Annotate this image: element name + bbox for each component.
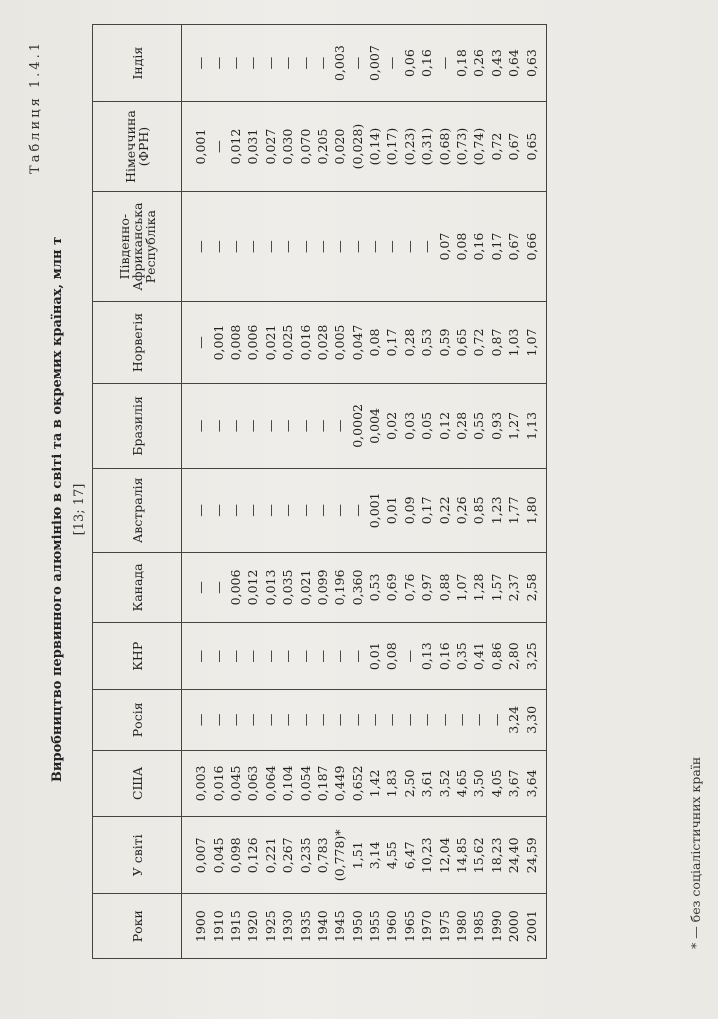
value-cell: 0,047	[349, 302, 366, 383]
value-cell: —	[182, 25, 210, 102]
value-cell: 0,65	[522, 102, 546, 192]
value-cell: 0,031	[244, 102, 261, 192]
aluminium-production-table	[92, 24, 547, 959]
value-cell: 0,783	[314, 817, 331, 894]
value-cell: 0,020	[331, 102, 348, 192]
column-header: Канада	[93, 552, 182, 623]
value-cell: 0,045	[227, 750, 244, 817]
value-cell: —	[349, 690, 366, 750]
column-header: США	[93, 750, 182, 817]
table-row	[279, 25, 296, 959]
year-cell: 1940	[314, 894, 331, 959]
value-cell: 0,070	[296, 102, 313, 192]
value-cell: 0,43	[488, 25, 505, 102]
value-cell: —	[349, 469, 366, 552]
column-header: Роки	[93, 894, 182, 959]
value-cell: 0,652	[349, 750, 366, 817]
year-cell: 1955	[366, 894, 383, 959]
column-header: Норвегія	[93, 302, 182, 383]
value-cell: —	[227, 25, 244, 102]
value-cell: 0,016	[209, 750, 226, 817]
value-cell: 0,16	[418, 25, 435, 102]
value-cell: 0,012	[244, 552, 261, 623]
value-cell: 0,53	[366, 552, 383, 623]
value-cell: 0,021	[262, 302, 279, 383]
value-cell: 0,13	[418, 623, 435, 690]
table-row	[383, 25, 400, 959]
value-cell: 0,007	[182, 817, 210, 894]
value-cell: 0,87	[488, 302, 505, 383]
value-cell: 0,67	[505, 102, 522, 192]
value-cell: 3,67	[505, 750, 522, 817]
value-cell: 1,77	[505, 469, 522, 552]
value-cell: —	[314, 469, 331, 552]
value-cell: 0,55	[470, 383, 487, 468]
value-cell: —	[296, 623, 313, 690]
value-cell: —	[244, 690, 261, 750]
value-cell: 0,66	[522, 191, 546, 301]
value-cell: 3,30	[522, 690, 546, 750]
value-cell: —	[314, 25, 331, 102]
value-cell: 24,40	[505, 817, 522, 894]
value-cell: 0,26	[453, 469, 470, 552]
value-cell: 0,007	[366, 25, 383, 102]
value-cell: 0,006	[244, 302, 261, 383]
table-row	[244, 25, 261, 959]
value-cell: —	[209, 469, 226, 552]
header-row	[93, 25, 182, 959]
value-cell: 0,16	[435, 623, 452, 690]
value-cell: 18,23	[488, 817, 505, 894]
table-row	[331, 25, 348, 959]
value-cell: 0,360	[349, 552, 366, 623]
value-cell: 0,02	[383, 383, 400, 468]
table-number: Таблиця 1.4.1	[28, 40, 43, 174]
value-cell: 0,93	[488, 383, 505, 468]
column-header: Росія	[93, 690, 182, 750]
column-header: У світі	[93, 817, 182, 894]
value-cell: —	[244, 383, 261, 468]
value-cell: 3,61	[418, 750, 435, 817]
column-header: Південно-Африканська Республіка	[93, 191, 182, 301]
value-cell: —	[244, 623, 261, 690]
value-cell: 0,013	[262, 552, 279, 623]
value-cell: 0,054	[296, 750, 313, 817]
value-cell: —	[296, 25, 313, 102]
footnote: * — без соціалістичних країн	[688, 756, 703, 949]
year-cell: 1930	[279, 894, 296, 959]
value-cell: 0,006	[227, 552, 244, 623]
value-cell: —	[435, 690, 452, 750]
value-cell: 0,221	[262, 817, 279, 894]
table-row	[435, 25, 452, 959]
value-cell: 0,17	[488, 191, 505, 301]
column-header: Австралія	[93, 469, 182, 552]
value-cell: —	[182, 552, 210, 623]
value-cell: 0,205	[314, 102, 331, 192]
value-cell: 1,03	[505, 302, 522, 383]
value-cell: —	[262, 383, 279, 468]
value-cell: —	[209, 25, 226, 102]
year-cell: 1945	[331, 894, 348, 959]
value-cell: 12,04	[435, 817, 452, 894]
value-cell: 0,22	[435, 469, 452, 552]
value-cell: 0,76	[401, 552, 418, 623]
value-cell: —	[279, 191, 296, 301]
table-row	[296, 25, 313, 959]
value-cell: 1,83	[383, 750, 400, 817]
value-cell: —	[296, 191, 313, 301]
value-cell: 0,004	[366, 383, 383, 468]
value-cell: (0,73)	[453, 102, 470, 192]
value-cell: 0,53	[418, 302, 435, 383]
value-cell: 0,235	[296, 817, 313, 894]
value-cell: 0,045	[209, 817, 226, 894]
value-cell: 0,001	[182, 102, 210, 192]
value-cell: 0,64	[505, 25, 522, 102]
value-cell: —	[296, 383, 313, 468]
value-cell: —	[331, 623, 348, 690]
year-cell: 1910	[209, 894, 226, 959]
value-cell: 15,62	[470, 817, 487, 894]
year-cell: 1965	[401, 894, 418, 959]
value-cell: 0,85	[470, 469, 487, 552]
value-cell: —	[227, 383, 244, 468]
source-reference: [13; 17]	[72, 483, 87, 536]
value-cell: (0,68)	[435, 102, 452, 192]
value-cell: (0,028)	[349, 102, 366, 192]
value-cell: 0,35	[453, 623, 470, 690]
year-cell: 1990	[488, 894, 505, 959]
value-cell: 0,69	[383, 552, 400, 623]
value-cell: 0,005	[331, 302, 348, 383]
value-cell: 0,027	[262, 102, 279, 192]
value-cell: 0,01	[383, 469, 400, 552]
value-cell: 0,025	[279, 302, 296, 383]
value-cell: 0,08	[366, 302, 383, 383]
value-cell: 0,67	[505, 191, 522, 301]
value-cell: 0,12	[435, 383, 452, 468]
value-cell: 0,17	[383, 302, 400, 383]
year-cell: 1915	[227, 894, 244, 959]
value-cell: —	[470, 690, 487, 750]
value-cell: —	[331, 469, 348, 552]
value-cell: —	[209, 552, 226, 623]
value-cell: 0,07	[435, 191, 452, 301]
value-cell: —	[331, 191, 348, 301]
value-cell: 0,126	[244, 817, 261, 894]
value-cell: 3,14	[366, 817, 383, 894]
value-cell: 0,104	[279, 750, 296, 817]
value-cell: 0,030	[279, 102, 296, 192]
value-cell: —	[314, 383, 331, 468]
value-cell: —	[262, 191, 279, 301]
value-cell: —	[331, 383, 348, 468]
value-cell: 1,51	[349, 817, 366, 894]
year-cell: 2000	[505, 894, 522, 959]
value-cell: 1,23	[488, 469, 505, 552]
value-cell: 0,001	[209, 302, 226, 383]
value-cell: 1,07	[522, 302, 546, 383]
value-cell: 0,28	[401, 302, 418, 383]
value-cell: 1,28	[470, 552, 487, 623]
value-cell: —	[401, 690, 418, 750]
value-cell: —	[209, 191, 226, 301]
value-cell: —	[182, 623, 210, 690]
value-cell: 24,59	[522, 817, 546, 894]
value-cell: 0,59	[435, 302, 452, 383]
table-row	[262, 25, 279, 959]
table-row	[488, 25, 505, 959]
value-cell: —	[279, 623, 296, 690]
value-cell: 0,72	[488, 102, 505, 192]
value-cell: —	[182, 191, 210, 301]
value-cell: (0,31)	[418, 102, 435, 192]
value-cell: 0,63	[522, 25, 546, 102]
value-cell: —	[418, 690, 435, 750]
table-row	[453, 25, 470, 959]
column-header: Індія	[93, 25, 182, 102]
value-cell: —	[244, 25, 261, 102]
value-cell: —	[209, 623, 226, 690]
value-cell: —	[182, 383, 210, 468]
value-cell: —	[209, 102, 226, 192]
table-title: Виробництво первинного алюмінію в світі та в окремих країнах, млн т	[50, 236, 65, 783]
value-cell: 0,86	[488, 623, 505, 690]
value-cell: —	[209, 690, 226, 750]
value-cell: 0,099	[314, 552, 331, 623]
value-cell: 0,65	[453, 302, 470, 383]
value-cell: 0,88	[435, 552, 452, 623]
value-cell: (0,17)	[383, 102, 400, 192]
value-cell: 2,50	[401, 750, 418, 817]
value-cell: —	[349, 623, 366, 690]
value-cell: —	[182, 690, 210, 750]
value-cell: —	[314, 623, 331, 690]
value-cell: 3,52	[435, 750, 452, 817]
value-cell: —	[366, 191, 383, 301]
value-cell: —	[244, 191, 261, 301]
value-cell: (0,74)	[470, 102, 487, 192]
value-cell: 0,003	[182, 750, 210, 817]
year-cell: 1935	[296, 894, 313, 959]
value-cell: 0,08	[383, 623, 400, 690]
value-cell: 0,28	[453, 383, 470, 468]
value-cell: 6,47	[401, 817, 418, 894]
table-row	[209, 25, 226, 959]
value-cell: —	[262, 25, 279, 102]
year-cell: 1985	[470, 894, 487, 959]
value-cell: 0,03	[401, 383, 418, 468]
value-cell: 3,25	[522, 623, 546, 690]
year-cell: 1950	[349, 894, 366, 959]
value-cell: —	[227, 469, 244, 552]
value-cell: (0,23)	[401, 102, 418, 192]
table-row	[349, 25, 366, 959]
value-cell: 0,26	[470, 25, 487, 102]
value-cell: —	[383, 25, 400, 102]
value-cell: 0,97	[418, 552, 435, 623]
value-cell: 0,41	[470, 623, 487, 690]
table-row	[401, 25, 418, 959]
value-cell: 1,80	[522, 469, 546, 552]
value-cell: —	[366, 690, 383, 750]
value-cell: 0,05	[418, 383, 435, 468]
year-cell: 2001	[522, 894, 546, 959]
value-cell: 14,85	[453, 817, 470, 894]
value-cell: —	[349, 191, 366, 301]
value-cell: —	[383, 690, 400, 750]
table-body	[182, 25, 547, 959]
value-cell: 0,08	[453, 191, 470, 301]
value-cell: —	[279, 469, 296, 552]
table-row	[314, 25, 331, 959]
value-cell: 0,001	[366, 469, 383, 552]
value-cell: —	[262, 469, 279, 552]
column-header: Німеччина (ФРН)	[93, 102, 182, 192]
year-cell: 1980	[453, 894, 470, 959]
value-cell: —	[227, 623, 244, 690]
value-cell: 1,13	[522, 383, 546, 468]
value-cell: (0,14)	[366, 102, 383, 192]
value-cell: 0,008	[227, 302, 244, 383]
value-cell: 0,028	[314, 302, 331, 383]
value-cell: 0,063	[244, 750, 261, 817]
year-cell: 1970	[418, 894, 435, 959]
value-cell: 0,06	[401, 25, 418, 102]
year-cell: 1925	[262, 894, 279, 959]
value-cell: —	[349, 25, 366, 102]
value-cell: 1,07	[453, 552, 470, 623]
value-cell: —	[279, 383, 296, 468]
value-cell: —	[262, 690, 279, 750]
value-cell: 1,42	[366, 750, 383, 817]
value-cell: —	[296, 469, 313, 552]
value-cell: —	[331, 690, 348, 750]
value-cell: —	[296, 690, 313, 750]
value-cell: —	[279, 25, 296, 102]
value-cell: 0,003	[331, 25, 348, 102]
value-cell: 4,55	[383, 817, 400, 894]
value-cell: —	[383, 191, 400, 301]
value-cell: 0,187	[314, 750, 331, 817]
value-cell: —	[209, 383, 226, 468]
value-cell: 2,80	[505, 623, 522, 690]
value-cell: —	[401, 191, 418, 301]
value-cell: 0,016	[296, 302, 313, 383]
table-row	[182, 25, 210, 959]
table-row	[470, 25, 487, 959]
value-cell: —	[182, 469, 210, 552]
table-row	[366, 25, 383, 959]
value-cell: 0,72	[470, 302, 487, 383]
table-row	[522, 25, 546, 959]
year-cell: 1920	[244, 894, 261, 959]
value-cell: —	[279, 690, 296, 750]
value-cell: 0,01	[366, 623, 383, 690]
value-cell: 3,50	[470, 750, 487, 817]
value-cell: (0,778)*	[331, 817, 348, 894]
value-cell: —	[244, 469, 261, 552]
value-cell: 2,58	[522, 552, 546, 623]
value-cell: —	[314, 191, 331, 301]
value-cell: 3,64	[522, 750, 546, 817]
year-cell: 1975	[435, 894, 452, 959]
table-row	[227, 25, 244, 959]
table-row	[505, 25, 522, 959]
table-row	[418, 25, 435, 959]
value-cell: —	[435, 25, 452, 102]
value-cell: 0,267	[279, 817, 296, 894]
value-cell: 0,012	[227, 102, 244, 192]
value-cell: 2,37	[505, 552, 522, 623]
value-cell: —	[227, 191, 244, 301]
value-cell: 0,0002	[349, 383, 366, 468]
value-cell: —	[182, 302, 210, 383]
value-cell: 0,035	[279, 552, 296, 623]
column-header: КНР	[93, 623, 182, 690]
value-cell: 0,09	[401, 469, 418, 552]
value-cell: 1,57	[488, 552, 505, 623]
value-cell: —	[453, 690, 470, 750]
value-cell: 0,17	[418, 469, 435, 552]
value-cell: 3,24	[505, 690, 522, 750]
year-cell: 1960	[383, 894, 400, 959]
value-cell: 1,27	[505, 383, 522, 468]
column-header: Бразилія	[93, 383, 182, 468]
value-cell: —	[262, 623, 279, 690]
value-cell: —	[227, 690, 244, 750]
value-cell: 4,05	[488, 750, 505, 817]
value-cell: 0,16	[470, 191, 487, 301]
value-cell: 0,449	[331, 750, 348, 817]
value-cell: 0,196	[331, 552, 348, 623]
value-cell: 0,098	[227, 817, 244, 894]
value-cell: 4,65	[453, 750, 470, 817]
value-cell: 0,18	[453, 25, 470, 102]
value-cell: 0,021	[296, 552, 313, 623]
value-cell: —	[401, 623, 418, 690]
value-cell: —	[314, 690, 331, 750]
value-cell: —	[488, 690, 505, 750]
value-cell: 0,064	[262, 750, 279, 817]
year-cell: 1900	[182, 894, 210, 959]
value-cell: 10,23	[418, 817, 435, 894]
value-cell: —	[418, 191, 435, 301]
